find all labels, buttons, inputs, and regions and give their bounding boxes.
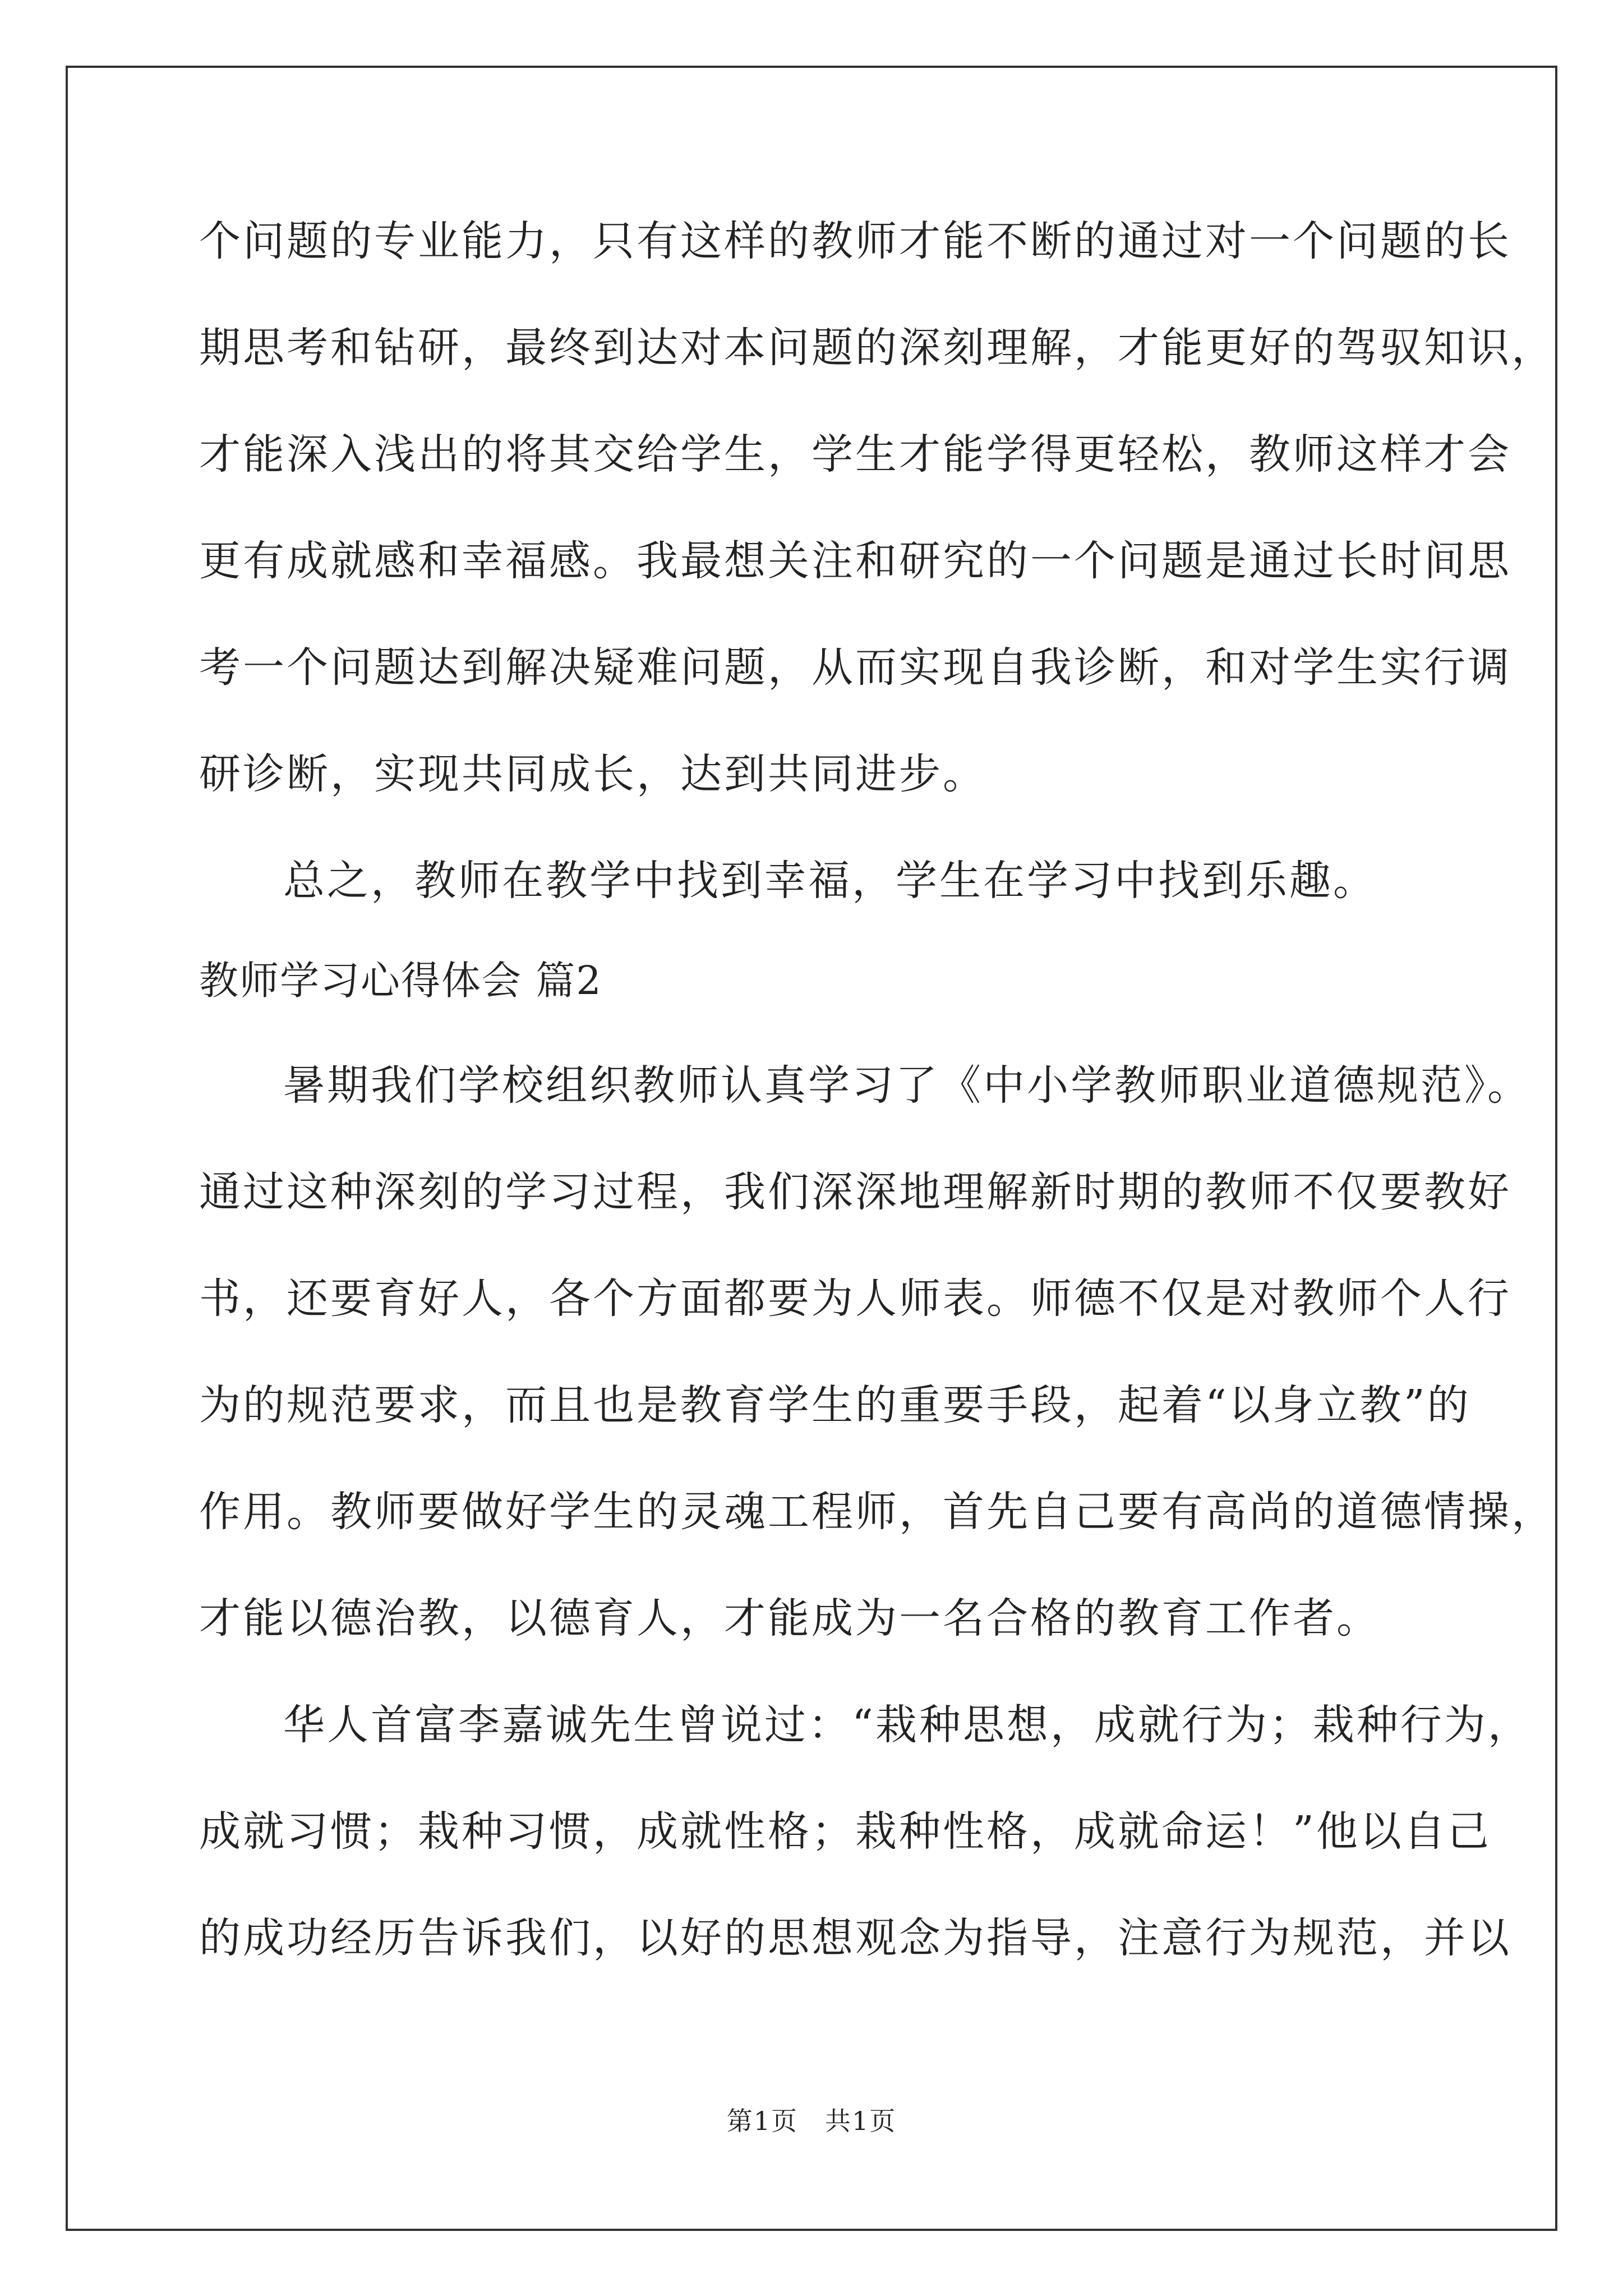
paragraph-first-line: 总之，教师在教学中找到幸福，学生在学习中找到乐趣。: [283, 857, 1377, 905]
text-line: 作用。教师要做好学生的灵魂工程师，首先自己要有高尚的道德情操，: [199, 1488, 1555, 1536]
page-footer: 第1页 共1页: [726, 2106, 897, 2136]
text-line: 才能深入浅出的将其交给学生，学生才能学得更轻松，教师这样才会: [199, 430, 1511, 478]
text-line: 书，还要育好人，各个方面都要为人师表。师德不仅是对教师个人行: [199, 1274, 1511, 1323]
page-frame: [66, 66, 1557, 2231]
text-line: 考一个问题达到解决疑难问题，从而实现自我诊断，和对学生实行调: [199, 643, 1511, 692]
section-heading: 教师学习心得体会 篇2: [199, 958, 602, 1004]
text-line: 的成功经历告诉我们，以好的思想观念为指导，注意行为规范，并以: [199, 1914, 1511, 1962]
text-line: 研诊断，实现共同成长，达到共同进步。: [199, 750, 986, 798]
text-line: 期思考和钻研，最终到达对本问题的深刻理解，才能更好的驾驭知识，: [199, 324, 1555, 372]
paragraph-first-line: 华人首富李嘉诚先生曾说过：“栽种思想，成就行为；栽种行为，: [283, 1701, 1532, 1749]
text-line: 成就习惯；栽种习惯，成就性格；栽种性格，成就命运！”他以自己: [199, 1807, 1491, 1856]
text-line: 才能以德治教，以德育人，才能成为一名合格的教育工作者。: [199, 1594, 1380, 1642]
paragraph-first-line: 暑期我们学校组织教师认真学习了《中小学教师职业道德规范》。: [283, 1061, 1531, 1110]
text-line: 更有成就感和幸福感。我最想关注和研究的一个问题是通过长时间思: [199, 537, 1511, 585]
text-line: 为的规范要求，而且也是教育学生的重要手段，起着“以身立教”的: [199, 1381, 1471, 1429]
text-line: 通过这种深刻的学习过程，我们深深地理解新时期的教师不仅要教好: [199, 1168, 1511, 1216]
text-line: 个问题的专业能力，只有这样的教师才能不断的通过对一个问题的长: [199, 217, 1511, 265]
